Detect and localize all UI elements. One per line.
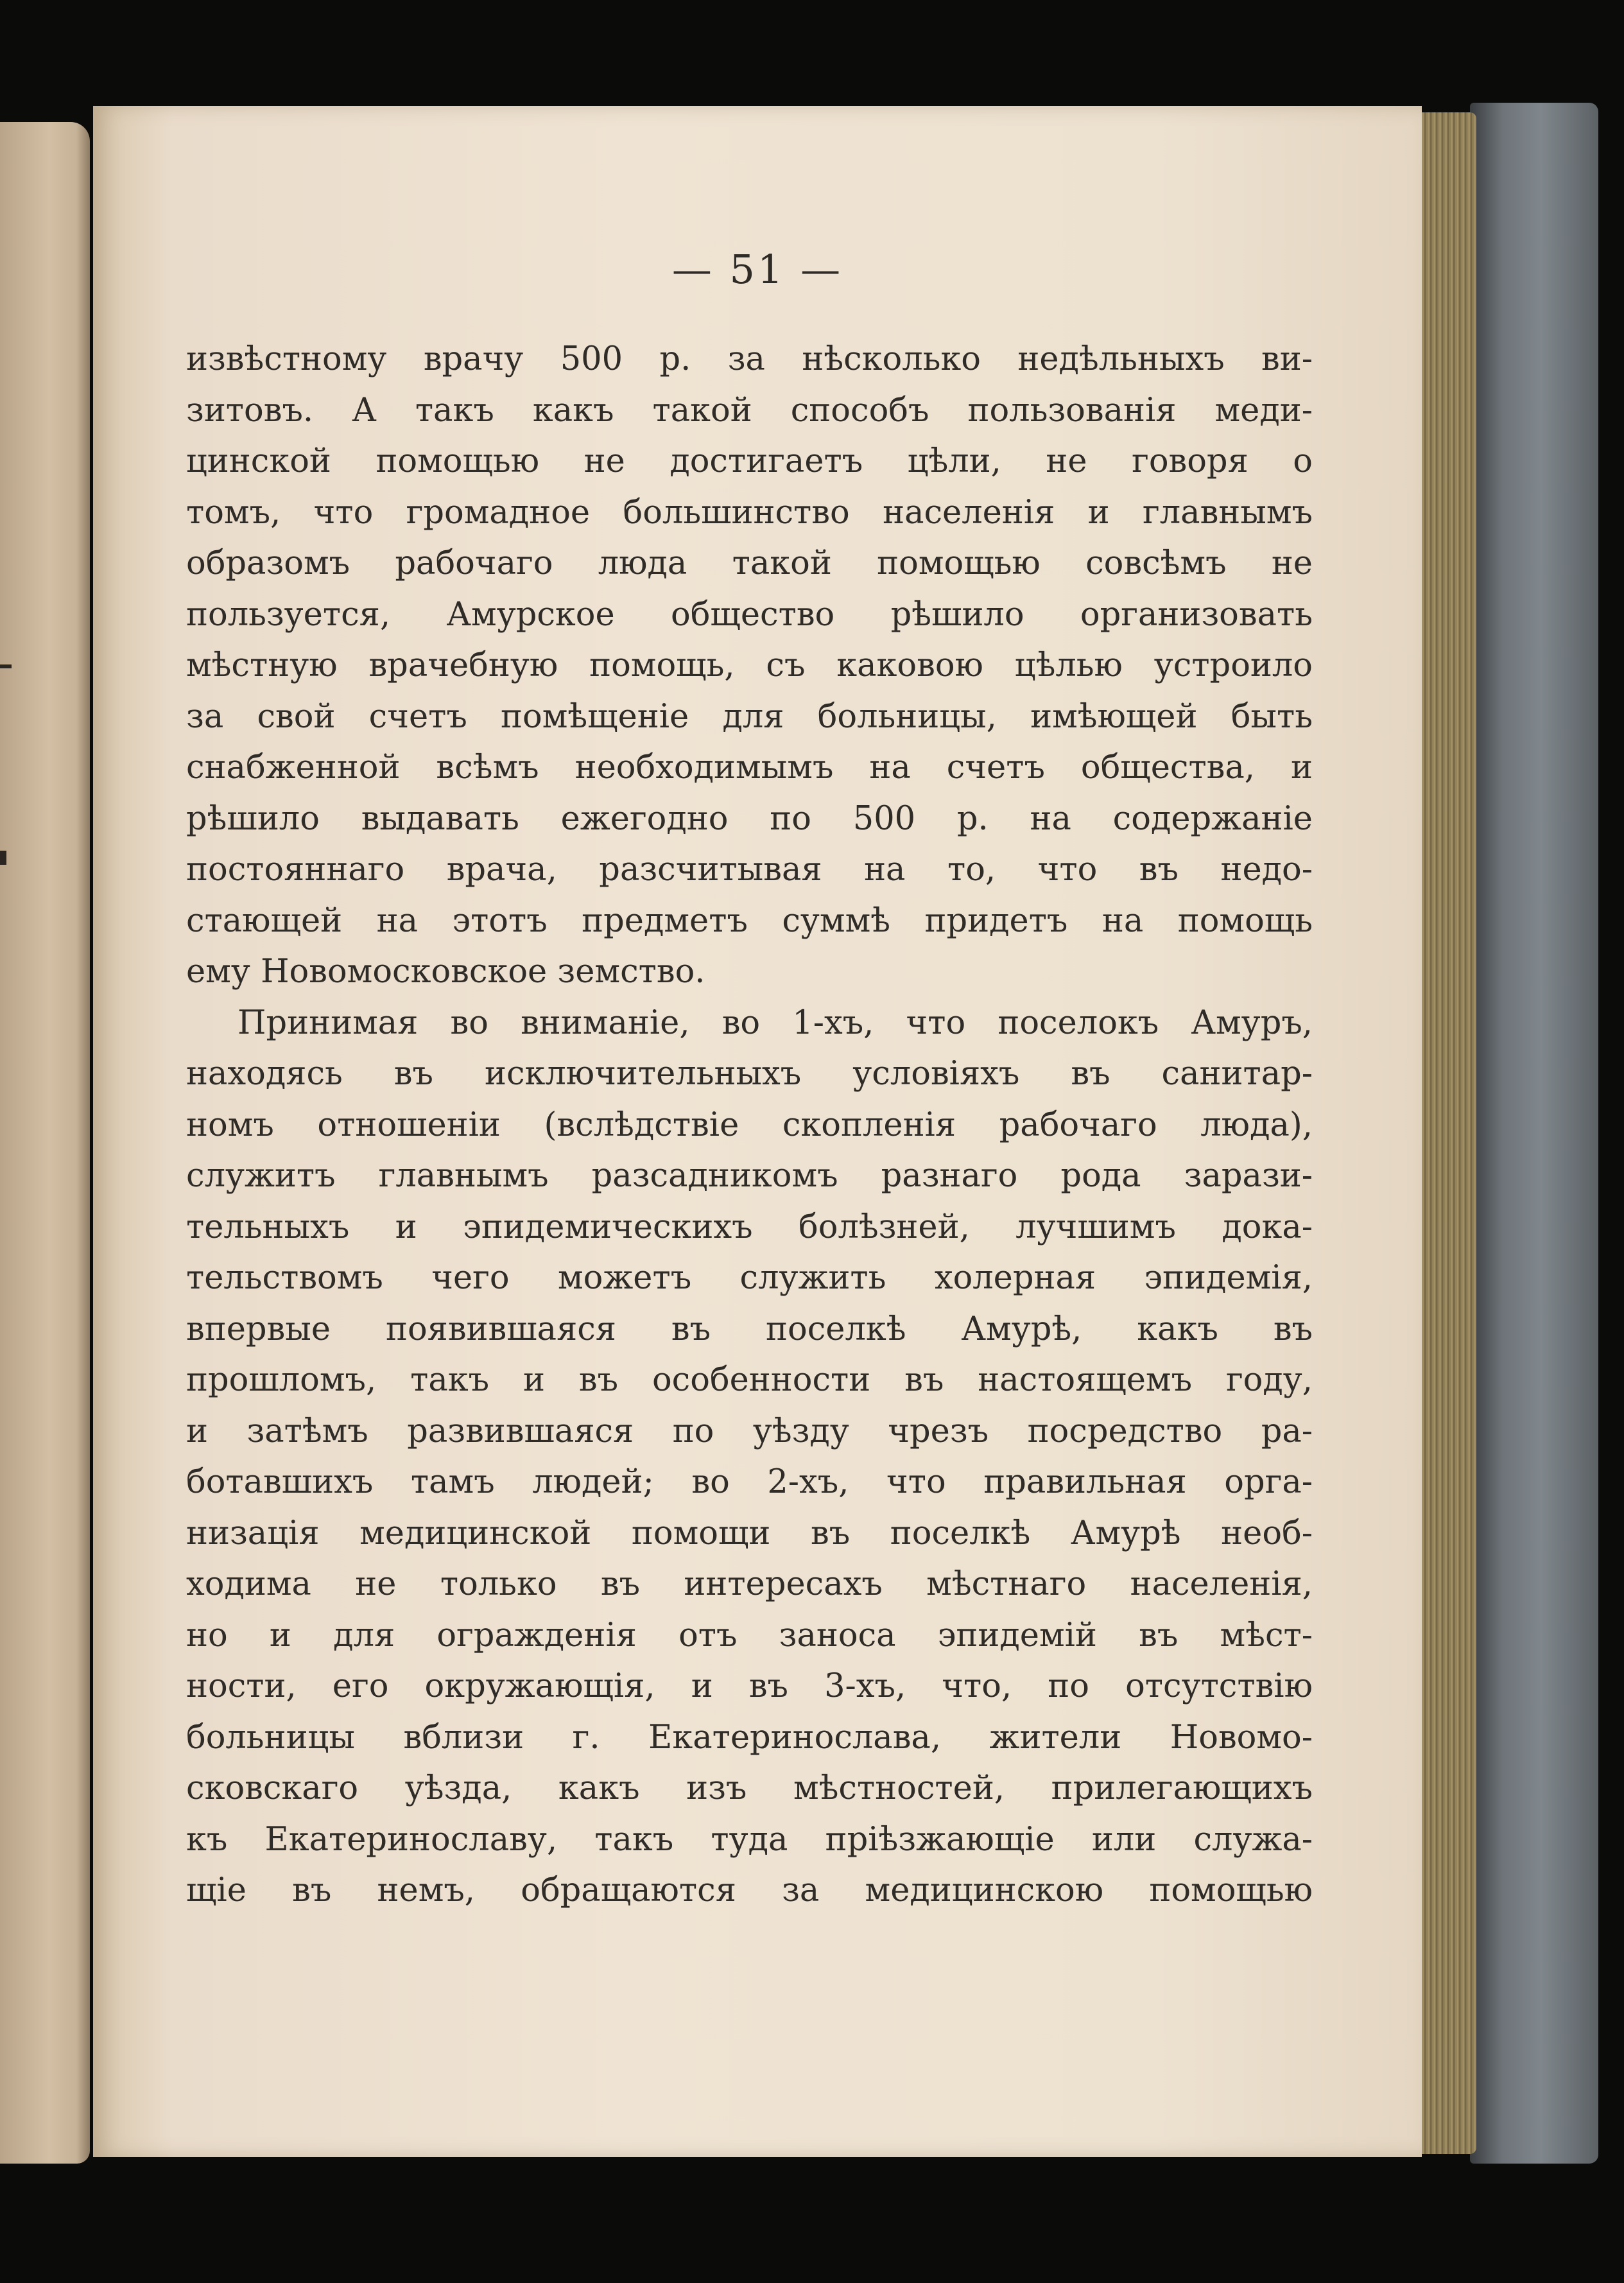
- text-line: низація медицинской помощи въ поселкѣ Амурѣ необ-: [186, 1514, 1313, 1552]
- text-line: мѣстную врачебную помощь, съ каковою цѣлью устроило: [186, 647, 1313, 684]
- text-line: ходима не только въ интересахъ мѣстнаго населенія,: [186, 1565, 1313, 1603]
- text-line: томъ, что громадное большинство населенія и главнымъ: [186, 493, 1313, 532]
- page-number: — 51 —: [671, 246, 843, 293]
- text-line: ности, его окружающія, и въ 3-хъ, что, по отсутствію: [186, 1667, 1313, 1705]
- previous-page-edge: [0, 122, 90, 2164]
- text-line: и затѣмъ развившаяся по уѣзду чрезъ посредство ра-: [186, 1412, 1313, 1450]
- ink-mark: [0, 851, 6, 865]
- book-cover: [1470, 103, 1598, 2164]
- text-line: ботавшихъ тамъ людей; во 2-хъ, что правильная орга-: [186, 1463, 1313, 1501]
- text-line: за свой счетъ помѣщеніе для больницы, имѣющей быть: [186, 697, 1313, 736]
- text-line: ему Новомосковское земство.: [186, 953, 705, 991]
- text-line: постояннаго врача, разсчитывая на то, что въ недо-: [186, 851, 1313, 889]
- text-line: тельствомъ чего можетъ служить холерная эпидемія,: [186, 1259, 1313, 1297]
- body-text: [186, 334, 1313, 1916]
- text-line: сковскаго уѣзда, какъ изъ мѣстностей, прилегающихъ: [186, 1769, 1313, 1807]
- text-line: щіе въ немъ, обращаются за медицинскою помощью: [186, 1871, 1313, 1909]
- text-line: служитъ главнымъ разсадникомъ разнаго рода зарази-: [186, 1157, 1313, 1195]
- ink-mark: [0, 664, 12, 668]
- page-edges: [1415, 112, 1476, 2154]
- text-line: тельныхъ и эпидемическихъ болѣзней, лучшимъ дока-: [186, 1208, 1313, 1246]
- text-line: номъ отношеніи (вслѣдствіе скопленія рабочаго люда),: [186, 1106, 1313, 1144]
- text-line: но и для огражденія отъ заноса эпидемій въ мѣст-: [186, 1616, 1313, 1654]
- text-line: впервые появившаяся въ поселкѣ Амурѣ, какъ въ: [186, 1310, 1313, 1348]
- text-line: снабженной всѣмъ необходимымъ на счетъ общества, и: [186, 749, 1313, 786]
- text-line: образомъ рабочаго люда такой помощью совсѣмъ не: [186, 544, 1313, 582]
- text-line: больницы вблизи г. Екатеринослава, жители Новомо-: [186, 1718, 1313, 1757]
- text-line: Принимая во вниманіе, во 1-хъ, что поселокъ Амуръ,: [238, 1003, 1313, 1042]
- text-line: извѣстному врачу 500 р. за нѣсколько недѣльныхъ ви-: [186, 340, 1313, 378]
- text-line: стающей на этотъ предметъ суммѣ придетъ на помощь: [186, 901, 1313, 940]
- text-line: цинской помощью не достигаетъ цѣли, не говоря о: [186, 442, 1313, 480]
- text-line: къ Екатеринославу, такъ туда пріѣзжающіе или служа-: [186, 1820, 1313, 1859]
- text-line: находясь въ исключительныхъ условіяхъ въ санитар-: [186, 1055, 1313, 1093]
- text-line: пользуется, Амурское общество рѣшило организовать: [186, 595, 1313, 634]
- text-line: прошломъ, такъ и въ особенности въ настоящемъ году,: [186, 1361, 1313, 1399]
- book-page: [93, 106, 1422, 2157]
- text-line: зитовъ. А такъ какъ такой способъ пользованія меди-: [186, 391, 1313, 430]
- text-line: рѣшило выдавать ежегодно по 500 р. на содержаніе: [186, 799, 1313, 838]
